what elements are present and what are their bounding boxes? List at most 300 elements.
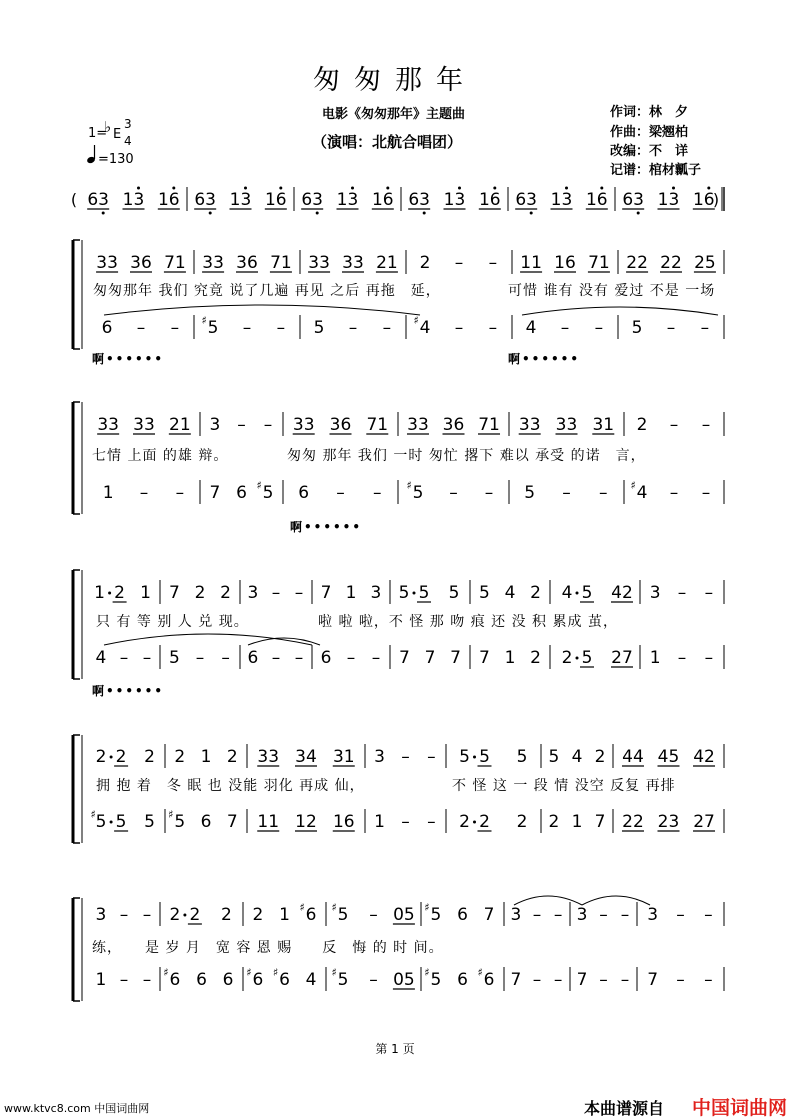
system3-lower-m4-n1: 6 <box>320 648 332 668</box>
system5-lower-m2-n2: 6 <box>196 970 207 990</box>
system5-upper-m2-n2: 2 <box>220 905 232 925</box>
system5-upper-m2-n1-aug-dot <box>183 914 186 917</box>
system5-lower-m8-n1: 7 <box>647 970 659 990</box>
system2-lower-m2-n3-sharp: ♯ <box>256 479 262 492</box>
system5-lower-m3-n1: 6 <box>252 970 264 990</box>
system4-lower-m2-n1: 5 <box>174 812 186 832</box>
system5-lower-m5-n1: 5 <box>430 970 442 990</box>
intro-m2-n3-high-dot <box>279 187 282 190</box>
system1-upper-m2-n1: 33 <box>202 253 224 273</box>
system5-lower-m7-n1: 7 <box>576 970 588 990</box>
system4-lower-m6-n1: 2 <box>548 812 560 832</box>
system3-upper-m3-n3: – <box>294 583 304 603</box>
system2-lower-m2-n2: 6 <box>236 483 247 503</box>
system1-lower-m5-n1: 4 <box>525 318 537 338</box>
system5-lower-m1-n1: 1 <box>95 970 107 990</box>
system4-upper-m4-n3: – <box>427 747 436 767</box>
system5-lower-m1-n2: – <box>119 970 129 990</box>
system1-vocal-caption-2: 啊•••••• <box>508 352 581 366</box>
system2-upper-m5-n1: 33 <box>518 415 541 435</box>
intro-m5-n3: 16 <box>585 190 608 210</box>
system3-lower-m3-n1: 6 <box>247 648 259 668</box>
system4-lower-m2-n3: 7 <box>226 812 238 832</box>
system3-upper-m8-n3: – <box>704 583 714 603</box>
system5-upper-m4-n2: – <box>369 905 378 925</box>
page-number: 第 1 页 <box>375 1042 415 1056</box>
system1-upper-m1-n1: 33 <box>96 253 118 273</box>
intro-m4-n3-high-dot <box>493 187 496 190</box>
intro-m1-n2: 13 <box>122 190 145 210</box>
system3-lower-m1-n3: – <box>142 648 152 668</box>
key-prefix: 1= <box>88 126 108 141</box>
system3-lower-m3-n3: – <box>294 648 304 668</box>
system3-lower-m4-n3: – <box>371 648 381 668</box>
system3-lower-m5-n1: 7 <box>398 648 410 668</box>
system1-upper-m1-n3: 71 <box>164 253 186 273</box>
intro-m3-n2: 13 <box>336 190 359 210</box>
system5-upper-m4-n1: 5 <box>337 905 349 925</box>
watermark-brand: 中国词曲网 <box>692 1097 788 1119</box>
system3-upper-m2-n1: 7 <box>168 583 180 603</box>
system4-upper-m4-n2: – <box>401 747 410 767</box>
system1-upper-m5-n2: 16 <box>554 253 576 273</box>
system3-lower-m7-n1: 5 <box>581 648 593 668</box>
intro-m6-n3: 16 <box>692 190 715 210</box>
system2-lower-m1-n3: – <box>175 483 185 503</box>
system2-upper-m6-n3: – <box>701 415 711 435</box>
system2-lower-m6-n3: – <box>701 483 711 503</box>
credit-arranger: 改编：不 详 <box>610 144 689 159</box>
system5-lower-m7-n3: – <box>620 970 630 990</box>
system3-lower-m4-n2: – <box>346 648 356 668</box>
system5-lower-m2-n1: 6 <box>169 970 181 990</box>
system1-lower-m6-n2: – <box>666 318 676 338</box>
intro-m6-n2-high-dot <box>672 187 675 190</box>
system5-upper-m8-n1: 3 <box>647 905 659 925</box>
system3-lyric-line-2: 啦 啦 啦，不 怪 那 吻 痕 还 没 积 累成 茧， <box>318 614 618 630</box>
system4-lower-m7-n2: 23 <box>657 812 680 832</box>
system5-upper-m6-n1: 3 <box>510 905 522 925</box>
system3-upper-m3-n2: – <box>271 583 281 603</box>
system3-upper-m7-n1-aug-dot <box>576 592 579 595</box>
system3-lower-m1-n2: – <box>119 648 129 668</box>
system4-lower-m4-n2: – <box>401 812 410 832</box>
system4-lower-m5-n1: 2 <box>459 812 470 832</box>
system5-upper-m8-n3: – <box>704 905 713 925</box>
intro-m5-n2-high-dot <box>565 187 568 190</box>
system2-lower-m3-n1: 6 <box>298 483 310 503</box>
system2-lower-m5-n3: – <box>599 483 608 503</box>
system3-upper-m1-n1-aug-dot <box>108 592 111 595</box>
system4-upper-m7-n3: 42 <box>693 747 715 767</box>
watermark-left: www.ktvc8.com 中国词曲网 <box>4 1102 150 1115</box>
system1-lower-m2-n1: 5 <box>207 318 219 338</box>
system3-upper-m4-n3: 3 <box>370 583 382 603</box>
system2-upper-m1-n3: 21 <box>169 415 191 435</box>
system3-upper-m5-n1: 5 <box>398 583 410 603</box>
system4-lower-m1-n1: 5 <box>95 812 107 832</box>
system3-upper-m2-n3: 2 <box>220 583 232 603</box>
system4-lower-m2-n1-sharp: ♯ <box>168 808 174 821</box>
key-flat: ♭ <box>104 118 112 136</box>
system4-lower-m6-n3: 7 <box>594 812 606 832</box>
system5-lower-m3-n3: 4 <box>305 970 317 990</box>
system5-lower-m1-n3: – <box>142 970 152 990</box>
system1-upper-m4-n1: 2 <box>419 253 431 273</box>
system3-upper-m7-n2: 42 <box>611 583 633 603</box>
system1-lower-m1-n2: – <box>136 318 146 338</box>
system2-vocal-caption-1: 啊•••••• <box>290 520 363 534</box>
intro-m3-n3: 16 <box>371 190 394 210</box>
system3-upper-m6-n3: 2 <box>530 583 542 603</box>
system1-lyric-line-2: 可惜 谁有 没有 爱过 不是 一场 <box>508 283 716 299</box>
system3-upper-m8-n2: – <box>677 583 687 603</box>
system3-lower-m6-n3: 2 <box>530 648 542 668</box>
system4-upper-m6-n2: 4 <box>571 747 583 767</box>
intro-m4-n3: 16 <box>478 190 501 210</box>
system2-upper-m5-n3: 31 <box>592 415 615 435</box>
system1-upper-m3-n1: 33 <box>308 253 330 273</box>
system1-lower-m5-n3: – <box>594 318 604 338</box>
system4-upper-m1-n1: 2 <box>115 747 127 767</box>
system3-upper-m3-n1: 3 <box>247 583 259 603</box>
system3-upper-m1-n1: 1 <box>94 583 106 603</box>
system4-lower-m1-n2: 5 <box>144 812 156 832</box>
system4-lower-m4-n3: – <box>427 812 436 832</box>
system3-lower-m8-n1: 1 <box>649 648 661 668</box>
system3-lower-m2-n1: 5 <box>168 648 180 668</box>
system5-upper-m5-n2: 6 <box>457 905 468 925</box>
system5-lower-m8-n2: – <box>676 970 685 990</box>
system2-lyric-line-1: 七情 上面 的雄 辩。 <box>92 448 229 464</box>
intro-m2-n3: 16 <box>264 190 287 210</box>
system1-upper-m2-n2: 36 <box>236 253 258 273</box>
system1-upper-m5-n1: 11 <box>520 253 542 273</box>
system2-upper-m2-n3: – <box>263 415 273 435</box>
intro-m1-n1-low-dot <box>102 212 105 215</box>
meter-top: 3 <box>124 117 132 131</box>
system5-lower-m5-n2: 6 <box>457 970 468 990</box>
song-title: 匆匆那年 <box>313 65 477 96</box>
system4-lower-m1-n1-sharp: ♯ <box>90 808 96 821</box>
watermark-source-label: 本曲谱源自 <box>584 1099 665 1118</box>
system3-upper-m1-n2: 1 <box>140 583 152 603</box>
system2-lower-m2-n3: 5 <box>262 483 274 503</box>
intro-m3-n2-high-dot <box>351 187 354 190</box>
system4-upper-m3-n1: 33 <box>257 747 280 767</box>
intro-m6-n2: 13 <box>657 190 680 210</box>
system1-upper-m1-n2: 36 <box>130 253 152 273</box>
credit-lyricist: 作词：林 夕 <box>610 105 689 120</box>
system3-vocal-caption-1: 啊•••••• <box>92 684 165 698</box>
system5-lower-m3-n2: 6 <box>279 970 290 990</box>
system2-upper-m2-n2: – <box>237 415 246 435</box>
system4-lower-m5-n2: 2 <box>516 812 528 832</box>
system1-lower-m4-n1-sharp: ♯ <box>413 314 419 327</box>
system5-lower-m6-n2: – <box>532 970 542 990</box>
system1-lower-m3-n3: – <box>382 318 392 338</box>
intro-m5-n2: 13 <box>550 190 573 210</box>
system4-lower-m1-n1-aug-dot <box>110 821 113 824</box>
system4-lyric-line-2: 不 怪 这 一 段 情 没空 反复 再排 <box>452 778 676 794</box>
intro-m4-n1-low-dot <box>423 212 426 215</box>
system3-upper-m6-n2: 4 <box>504 583 516 603</box>
system4-upper-m5-n1: 5 <box>479 747 490 767</box>
system2-lower-m1-n2: – <box>139 483 149 503</box>
system5-lower-m8-n3: – <box>704 970 713 990</box>
system5-upper-m1-n3: – <box>142 905 152 925</box>
system2-lower-m4-n3: – <box>484 483 494 503</box>
system4-lower-m5-n1-aug-dot <box>473 821 476 824</box>
system5-lower-m6-n3: – <box>553 970 563 990</box>
system3-lower-m5-n3: 7 <box>450 648 462 668</box>
system2-lower-m4-n1-sharp: ♯ <box>406 479 412 492</box>
system5-lower-m4-n3: 05 <box>393 970 415 990</box>
system5-lower-m2-n1-sharp: ♯ <box>163 966 169 979</box>
system1-upper-m5-n3: 71 <box>588 253 610 273</box>
system1-lower-m3-n1: 5 <box>313 318 325 338</box>
intro-m3-n3-high-dot <box>386 187 389 190</box>
system2-upper-m4-n2: 36 <box>442 415 465 435</box>
system4-lower-m3-n1: 11 <box>257 812 280 832</box>
system5-lower-m5-n1-sharp: ♯ <box>424 966 430 979</box>
intro-m4-n2: 13 <box>443 190 466 210</box>
system1-lower-m2-n1-sharp: ♯ <box>201 314 207 327</box>
system5-upper-m1-n1: 3 <box>95 905 107 925</box>
intro-m2-n1-low-dot <box>209 212 212 215</box>
system4-lyric-line-1: 拥 抱 着 冬 眠 也 没能 羽化 再成 仙， <box>96 778 365 794</box>
intro-m6-n1: 63 <box>622 190 645 210</box>
system4-upper-m2-n2: 1 <box>200 747 212 767</box>
system3-lower-m7-n1: 2 <box>561 648 573 668</box>
system5-upper-m2-n1: 2 <box>169 905 181 925</box>
system1-lower-slur-2 <box>522 307 718 315</box>
system4-upper-m2-n1: 2 <box>174 747 186 767</box>
system3-upper-m5-n1: 5 <box>418 583 430 603</box>
system1-lower-m4-n3: – <box>488 318 498 338</box>
intro-m1-n3-high-dot <box>172 187 175 190</box>
key-letter: E <box>113 127 122 142</box>
system3-lower-m5-n2: 7 <box>424 648 436 668</box>
intro-m6-n1-low-dot <box>637 212 640 215</box>
system2-lower-m6-n1: 4 <box>636 483 648 503</box>
system4-lower-m4-n1: 1 <box>374 812 385 832</box>
system5-upper-m1-n2: – <box>119 905 129 925</box>
system5-lower-m7-n2: – <box>599 970 608 990</box>
system2-upper-m3-n1: 33 <box>292 415 315 435</box>
system4-upper-m5-n1-aug-dot <box>473 756 476 759</box>
system5-upper-m6-n3: – <box>553 905 563 925</box>
system5-lower-m5-n3-sharp: ♯ <box>477 966 483 979</box>
intro-m5-n3-high-dot <box>600 187 603 190</box>
system3-upper-m6-n1: 5 <box>478 583 490 603</box>
system1-lower-m1-n3: – <box>170 318 180 338</box>
system3-upper-m5-n1-aug-dot <box>413 592 416 595</box>
system2-lower-m6-n2: – <box>669 483 679 503</box>
system2-lower-m3-n3: – <box>373 483 382 503</box>
system1-upper-m2-n3: 71 <box>270 253 292 273</box>
system2-upper-m1-n1: 33 <box>97 415 119 435</box>
credit-composer: 作曲：梁翘柏 <box>610 125 689 140</box>
system2-upper-m5-n2: 33 <box>555 415 578 435</box>
system5-lower-m4-n1: 5 <box>337 970 349 990</box>
system4-lower-m2-n2: 6 <box>200 812 212 832</box>
system1-vocal-caption-1: 啊•••••• <box>92 352 165 366</box>
intro-m6-n3-high-dot <box>707 187 710 190</box>
system4-upper-m7-n2: 45 <box>657 747 680 767</box>
meter-bottom: 4 <box>124 134 132 148</box>
system2-upper-m2-n1: 3 <box>209 415 221 435</box>
intro-m5-n1-low-dot <box>530 212 533 215</box>
system1-lower-m4-n2: – <box>454 318 464 338</box>
system3-lyric-line-1: 只 有 等 别 人 兑 现。 <box>96 614 249 630</box>
system4-upper-m3-n3: 31 <box>332 747 355 767</box>
intro-m3-n1: 63 <box>301 190 324 210</box>
system4-lower-m7-n1: 22 <box>622 812 644 832</box>
system3-lower-m6-n1: 7 <box>478 648 490 668</box>
system4-upper-m2-n3: 2 <box>226 747 238 767</box>
system1-lower-slur-1 <box>104 305 420 315</box>
system3-upper-m4-n1: 7 <box>320 583 332 603</box>
system5-lower-m2-n3: 6 <box>222 970 234 990</box>
system2-lower-m6-n1-sharp: ♯ <box>630 479 636 492</box>
system3-upper-m8-n1: 3 <box>649 583 661 603</box>
system4-upper-m7-n1: 44 <box>622 747 644 767</box>
system1-lower-m5-n2: – <box>560 318 570 338</box>
system4-upper-m1-n1: 2 <box>95 747 107 767</box>
system1-upper-m6-n1: 22 <box>626 253 648 273</box>
system3-upper-m1-n1: 2 <box>114 583 126 603</box>
system4-upper-m6-n1: 5 <box>548 747 560 767</box>
system1-upper-m3-n2: 33 <box>342 253 364 273</box>
system2-upper-m4-n1: 33 <box>407 415 429 435</box>
system3-lower-slur-1 <box>104 634 312 645</box>
system3-lower-m8-n3: – <box>704 648 714 668</box>
intro-m5-n1: 63 <box>515 190 538 210</box>
system4-upper-m5-n1: 5 <box>459 747 470 767</box>
system5-upper-tie-2 <box>582 896 650 905</box>
system3-upper-m2-n2: 2 <box>194 583 206 603</box>
system2-upper-m3-n2: 36 <box>329 415 352 435</box>
system1-upper-m6-n2: 22 <box>660 253 682 273</box>
system1-upper-m6-n3: 25 <box>694 253 716 273</box>
intro-m4-n1: 63 <box>408 190 431 210</box>
system1-lower-m2-n3: – <box>276 318 286 338</box>
intro-m3-n1-low-dot <box>316 212 319 215</box>
system2-upper-m1-n2: 33 <box>133 415 155 435</box>
system4-lower-m7-n3: 27 <box>693 812 715 832</box>
system2-lower-m3-n2: – <box>336 483 345 503</box>
system2-lyric-line-2: 匆匆 那年 我们 一时 匆忙 撂下 难以 承受 的诺 言， <box>287 448 646 464</box>
system5-upper-m3-n1: 2 <box>252 905 264 925</box>
intro-m2-n2: 13 <box>229 190 252 210</box>
system1-upper-m4-n2: – <box>454 253 464 273</box>
system5-upper-m5-n1: 5 <box>430 905 442 925</box>
system3-lower-m7-n2: 27 <box>611 648 633 668</box>
subtitle: 电影《匆匆那年》主题曲 <box>322 107 466 122</box>
system4-lower-m6-n2: 1 <box>571 812 583 832</box>
system4-upper-m3-n2: 34 <box>295 747 317 767</box>
system5-lower-m6-n1: 7 <box>510 970 522 990</box>
system5-upper-m7-n3: – <box>620 905 630 925</box>
system5-upper-m2-n1: 2 <box>189 905 201 925</box>
system2-lower-m1-n1: 1 <box>102 483 114 503</box>
system3-lower-m2-n3: – <box>221 648 230 668</box>
system3-upper-m7-n1: 5 <box>581 583 593 603</box>
system5-lower-m5-n3: 6 <box>483 970 495 990</box>
system2-upper-m6-n2: – <box>669 415 679 435</box>
system4-upper-m4-n1: 3 <box>374 747 385 767</box>
system5-lyric-line-1: 练， 是 岁 月 宽 容 恩 赐 反 悔 的 时 间。 <box>92 940 444 956</box>
system5-upper-tie-1 <box>514 896 582 905</box>
intro-m2-n2-high-dot <box>244 187 247 190</box>
system5-lower-m4-n1-sharp: ♯ <box>331 966 337 979</box>
system3-lower-m8-n2: – <box>677 648 687 668</box>
system5-upper-m4-n1-sharp: ♯ <box>331 901 337 914</box>
system3-lower-m2-n2: – <box>195 648 205 668</box>
system5-upper-m7-n2: – <box>599 905 608 925</box>
intro-open-paren: ( <box>70 190 78 209</box>
system5-upper-m6-n2: – <box>532 905 542 925</box>
system5-upper-m8-n2: – <box>676 905 685 925</box>
system4-lower-m3-n2: 12 <box>295 812 317 832</box>
system5-upper-m5-n1-sharp: ♯ <box>424 901 430 914</box>
system5-lower-m3-n1-sharp: ♯ <box>246 966 252 979</box>
system2-upper-m3-n3: 71 <box>366 415 389 435</box>
system5-upper-m3-n3: 6 <box>305 905 317 925</box>
system1-lower-m6-n3: – <box>700 318 710 338</box>
system3-lower-m7-n1-aug-dot <box>576 657 579 660</box>
system5-upper-m3-n3-sharp: ♯ <box>299 901 305 914</box>
tempo: =130 <box>98 152 134 167</box>
system2-lower-m4-n2: – <box>449 483 458 503</box>
system5-lower-m4-n2: – <box>369 970 378 990</box>
system4-lower-m3-n3: 16 <box>332 812 355 832</box>
system1-lyric-line-1: 匆匆那年 我们 究竟 说了几遍 再见 之后 再拖 延， <box>93 283 441 299</box>
intro-m2-n1: 63 <box>194 190 217 210</box>
system5-upper-m3-n2: 1 <box>279 905 290 925</box>
system5-upper-m5-n3: 7 <box>483 905 495 925</box>
system1-upper-m3-n3: 21 <box>376 253 398 273</box>
system4-upper-m1-n2: 2 <box>144 747 156 767</box>
system3-upper-m4-n2: 1 <box>345 583 357 603</box>
system2-upper-m6-n1: 2 <box>636 415 648 435</box>
system1-lower-m6-n1: 5 <box>631 318 643 338</box>
intro-close-paren: ) <box>712 190 720 209</box>
system1-lower-m3-n2: – <box>348 318 358 338</box>
system4-upper-m1-n1-aug-dot <box>110 756 113 759</box>
system2-lower-m4-n1: 5 <box>412 483 424 503</box>
system4-upper-m5-n2: 5 <box>516 747 528 767</box>
intro-m4-n2-high-dot <box>458 187 461 190</box>
system3-upper-m7-n1: 4 <box>561 583 573 603</box>
system3-upper-m5-n2: 5 <box>448 583 460 603</box>
system1-lower-m4-n1: 4 <box>419 318 431 338</box>
intro-m1-n3: 16 <box>157 190 180 210</box>
system2-upper-m4-n3: 71 <box>478 415 500 435</box>
performer: （演唱：北航合唱团） <box>312 133 463 151</box>
system4-lower-m5-n1: 2 <box>479 812 490 832</box>
system3-lower-m3-n2: – <box>271 648 281 668</box>
system3-lower-m6-n2: 1 <box>504 648 516 668</box>
system1-upper-m4-n3: – <box>488 253 498 273</box>
system2-lower-m2-n1: 7 <box>209 483 221 503</box>
credit-transcriber: 记谱：棺材瓤子 <box>610 163 702 178</box>
system5-lower-m3-n2-sharp: ♯ <box>272 966 279 979</box>
system1-lower-m2-n2: – <box>242 318 252 338</box>
intro-m1-n2-high-dot <box>137 187 140 190</box>
system4-lower-m1-n1: 5 <box>115 812 127 832</box>
